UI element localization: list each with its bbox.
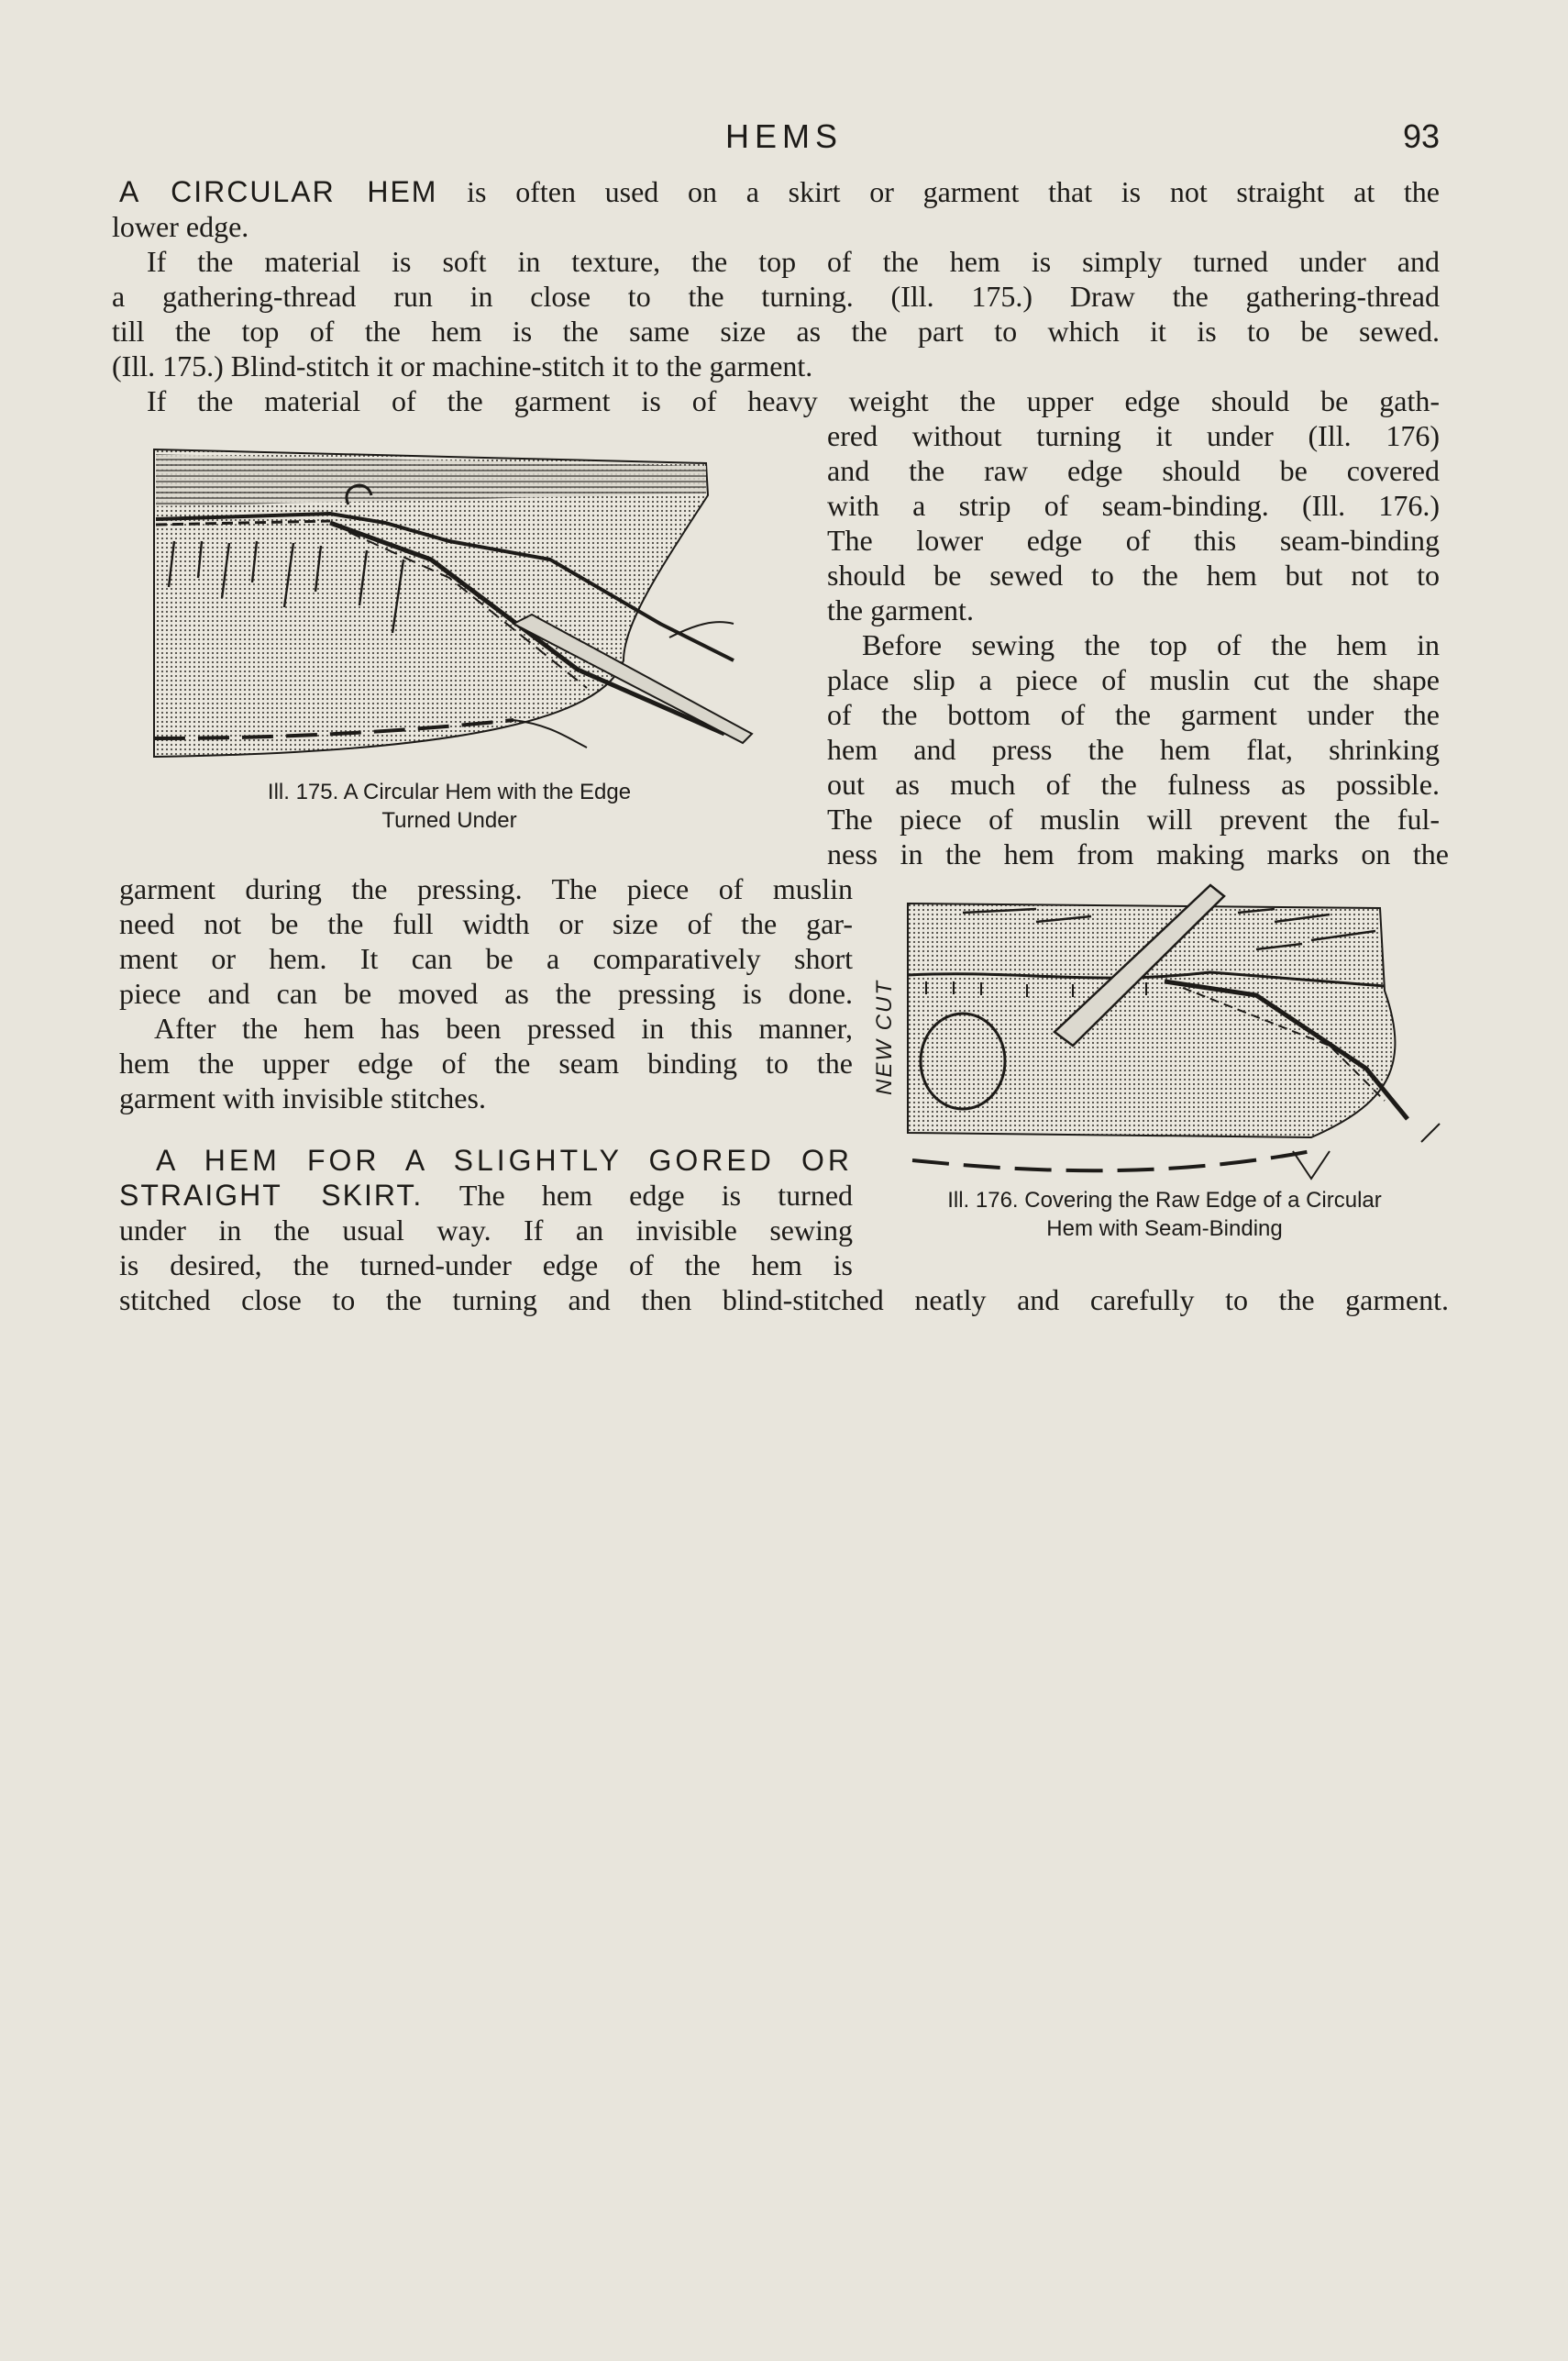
paragraph-line: STRAIGHT SKIRT. The hem edge is turned [119,1179,854,1212]
page-number: 93 [1402,117,1440,155]
gored-hem-heading: A HEM FOR A SLIGHTLY GORED OR [156,1144,853,1177]
paragraph-line: garment with invisible stitches. [119,1081,486,1114]
paragraph-line: stitched close to the turning and then blind-stitched neatly and carefully to the garment. [119,1283,1449,1316]
paragraph-line: If the material is soft in texture, the top of the hem is simply turned under and [147,245,1440,278]
paragraph-line: ered without turning it under (Ill. 176) [827,419,1440,452]
paragraph-line: A CIRCULAR HEM is often used on a skirt or garment that is not straight at the [119,175,1441,208]
paragraph-line: piece and can be moved as the pressing is done. [119,977,853,1010]
new-cut-label-box [867,980,903,1096]
new-cut-label: NEW CUT [872,980,897,1095]
paragraph-line: ness in the hem from making marks on the [827,837,1449,870]
paragraph-line: should be sewed to the hem but not to [827,559,1440,592]
illustration-175 [147,440,770,770]
paragraph-line: hem and press the hem flat, shrinking [827,733,1440,766]
paragraph-line: The piece of muslin will prevent the ful- [827,803,1440,836]
paragraph-line: out as much of the fulness as possible. [827,768,1440,801]
paragraph-line: The lower edge of this seam-binding [827,524,1440,557]
paragraph-line: garment during the pressing. The piece of muslin [119,872,853,905]
paragraph-line: and the raw edge should be covered [827,454,1440,487]
figure-176-caption: Ill. 176. Covering the Raw Edge of a Circular [947,1188,1382,1213]
paragraph-line: After the hem has been pressed in this manner, [154,1012,853,1045]
paragraph-line: is desired, the turned-under edge of the hem is [119,1248,853,1281]
figure-176-caption-line2: Hem with Seam-Binding [1046,1216,1283,1241]
figure-175-caption-line2: Turned Under [381,808,517,833]
paragraph-line: place slip a piece of muslin cut the shape [827,663,1440,696]
gored-hem-heading-cont: STRAIGHT SKIRT. [119,1179,424,1212]
paragraph-line: hem the upper edge of the seam binding to the [119,1047,853,1080]
paragraph-line: under in the usual way. If an invisible sewing [119,1214,853,1247]
paragraph-line: lower edge. [112,210,249,243]
paragraph-line: the garment. [827,593,974,626]
paragraph-line: of the bottom of the garment under the [827,698,1440,731]
paragraph-line: need not be the full width or size of the gar- [119,907,853,940]
paragraph-line: Before sewing the top of the hem in [862,628,1440,661]
paragraph-line: If the material of the garment is of heavy weight the upper edge should be gath- [147,384,1440,417]
paragraph-line: (Ill. 175.) Blind-stitch it or machine-stitch it to the garment. [112,349,813,382]
figure-175-caption: Ill. 175. A Circular Hem with the Edge [267,780,632,804]
circular-hem-heading: A CIRCULAR HEM [119,175,438,208]
paragraph-line: till the top of the hem is the same size as the part to which it is to be sewed. [112,315,1440,348]
illustration-176 [908,885,1458,1188]
running-head: HEMS [724,117,843,155]
paragraph-line: with a strip of seam-binding. (Ill. 176.) [827,489,1440,522]
paragraph-line: ment or hem. It can be a comparatively short [119,942,853,975]
paragraph-line: a gathering-thread run in close to the turning. (Ill. 175.) Draw the gathering-thread [112,280,1440,313]
